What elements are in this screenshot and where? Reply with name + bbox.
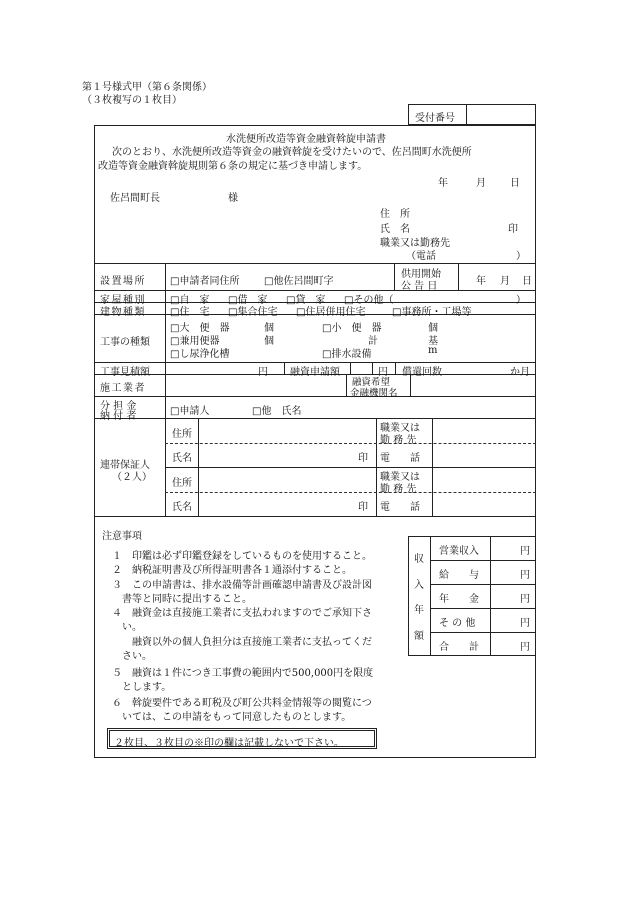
guarantor-1-address-label: 住所 [172, 429, 192, 440]
income-row-unit: 円 [520, 618, 530, 629]
date-year-label: 年 [438, 178, 448, 189]
note-line: ４ 融資金は直接施工業者に支払われますのでご承知下さ [112, 608, 372, 619]
boxed-note [107, 728, 377, 749]
service-start-label-1: 供用開始 [401, 269, 441, 280]
receipt-number-label: 受付番号 [415, 113, 455, 124]
work-item-urinal[interactable]: □小 便 器 [322, 323, 382, 334]
work-item-total: 計 [368, 336, 378, 347]
work-item-dual[interactable]: □兼用便器 [170, 336, 220, 347]
estimate-yen: 円 [258, 367, 268, 378]
guarantor-2-name-label: 氏名 [172, 502, 192, 513]
loan-amount-yen: 円 [378, 367, 388, 378]
house-type-other[interactable]: □その他（ [344, 295, 394, 306]
applicant-address-label: 住 所 [380, 209, 410, 220]
note-line: さい。 [112, 651, 152, 662]
guarantor-count: （２人） [112, 472, 152, 483]
income-row-unit: 円 [520, 594, 530, 605]
form-id: 第１号様式甲（第６条関係） [82, 82, 212, 93]
work-item-dual-unit: 個 [264, 336, 274, 347]
date-day-label: 日 [510, 178, 520, 189]
work-item-septic[interactable]: □し尿浄化槽 [170, 349, 230, 360]
guarantor-1-seal: 印 [358, 453, 368, 464]
applicant-phone-close: ） [516, 251, 526, 262]
guarantor-1-name-label: 氏名 [172, 453, 192, 464]
income-row-label: 給 与 [439, 570, 479, 581]
contractor-label: 施工業者 [100, 383, 146, 394]
income-side-label: 額 [414, 631, 424, 642]
building-type-house[interactable]: □住 宅 [170, 307, 210, 318]
income-side-label: 収 [414, 554, 424, 565]
service-date-month: 月 [500, 276, 510, 287]
guarantor-2-occupation-1: 職業又は [380, 472, 420, 483]
income-row-label: 営業収入 [439, 546, 479, 557]
work-item-drainage-unit: m [428, 345, 438, 356]
honorific: 様 [228, 193, 238, 204]
work-item-total-unit: 基 [428, 336, 438, 347]
applicant-seal: 印 [508, 224, 518, 235]
service-date-day: 日 [522, 276, 532, 287]
guarantor-2-phone-label: 電 話 [380, 502, 420, 513]
date-month-label: 月 [476, 178, 486, 189]
guarantor-1-occupation-2: 勤 務 先 [380, 435, 417, 446]
boxed-note-text: ２枚目、３枚目の※印の欄は記載しないで下さい。 [114, 738, 344, 749]
payer-label-2: 納 付 者 [100, 411, 137, 422]
bank-label-2: 金融機関名 [350, 388, 398, 399]
note-line: 融資以外の個人負担分は直接施工業者に支払ってくだ [112, 637, 372, 648]
note-line: １ 印鑑は必ず印鑑登録をしているものを使用すること。 [112, 551, 372, 562]
income-side-label: 入 [414, 580, 424, 591]
repayment-months: か月 [510, 367, 530, 378]
addressee: 佐呂間町長 [110, 193, 160, 204]
building-type-label: 建物種類 [100, 307, 146, 318]
notes-heading: 注意事項 [102, 531, 142, 542]
location-option-same-address[interactable]: □申請者同住所 [170, 276, 240, 287]
loan-amount-label: 融資申請額 [290, 367, 340, 378]
bank-label-1: 融資希望 [352, 377, 391, 388]
guarantor-2-occupation-2: 勤 務 先 [380, 484, 417, 495]
income-row-unit: 円 [520, 546, 530, 557]
building-type-office[interactable]: □事務所・工場等 [392, 307, 472, 318]
copy-note: （３枚複写の１枚目） [82, 95, 182, 106]
income-row-label: 合 計 [439, 642, 479, 653]
applicant-name-label: 氏 名 [380, 224, 410, 235]
note-line: ５ 融資は１件につき工事費の範囲内で500,000円を限度 [112, 668, 374, 679]
note-line: ２ 納税証明書及び所得証明書各１通添付すること。 [112, 565, 352, 576]
service-date-year: 年 [476, 276, 486, 287]
income-row-unit: 円 [520, 642, 530, 653]
work-item-toilet[interactable]: □大 便 器 [170, 323, 230, 334]
house-type-rented[interactable]: □借 家 [228, 295, 268, 306]
guarantor-2-address-label: 住所 [172, 478, 192, 489]
income-side-label: 年 [414, 605, 424, 616]
service-start-label-2: 公 告 日 [401, 281, 438, 292]
repayment-label: 償還回数 [402, 367, 442, 378]
house-type-lease[interactable]: □貸 家 [286, 295, 326, 306]
applicant-occupation-label: 職業又は勤務先 [380, 238, 450, 249]
building-type-mixed[interactable]: □住居併用住宅 [296, 307, 366, 318]
income-row-unit: 円 [520, 570, 530, 581]
house-type-label: 家屋種別 [100, 295, 146, 306]
note-line: ６ 斡旋要件である町税及び町公共料金情報等の閲覧につ [112, 698, 372, 709]
work-item-drainage[interactable]: □排水設備 [322, 349, 372, 360]
income-row-label: 年 金 [439, 594, 479, 605]
note-line: 書等と同時に提出すること。 [112, 594, 252, 605]
guarantor-2-seal: 印 [358, 502, 368, 513]
location-option-other[interactable]: □他佐呂間町字 [264, 276, 334, 287]
intro-line-2: 改造等資金融資斡旋規則第６条の規定に基づき申請します。 [98, 161, 368, 172]
note-line: とします。 [112, 682, 172, 693]
payer-option-other[interactable]: □他 氏名 [252, 406, 302, 417]
note-line: ３ この申請書は、排水設備等計画確認申請書及び設計図 [112, 580, 372, 591]
form-title: 水洗便所改造等資金融資斡旋申請書 [226, 134, 386, 145]
payer-label-1: 分 担 金 [100, 401, 137, 412]
guarantor-1-occupation-1: 職業又は [380, 423, 420, 434]
location-label: 設置場所 [100, 276, 146, 287]
note-line: いては、この申請をもって同意したものとします。 [112, 712, 352, 723]
work-item-toilet-unit: 個 [264, 323, 274, 334]
note-line: い。 [112, 622, 142, 633]
estimate-label: 工事見積額 [100, 367, 150, 378]
payer-option-applicant[interactable]: □申請人 [170, 406, 210, 417]
intro-line-1: 次のとおり、水洗便所改造等資金の融資斡旋を受けたいので、佐呂間町水洗便所 [112, 147, 472, 158]
house-type-other-close: ） [516, 295, 526, 306]
work-item-urinal-unit: 個 [428, 323, 438, 334]
building-type-apartment[interactable]: □集合住宅 [228, 307, 278, 318]
income-row-label: そ の 他 [439, 618, 476, 629]
house-type-own[interactable]: □自 家 [170, 295, 210, 306]
applicant-phone-label: （電話 [406, 251, 436, 262]
guarantor-1-phone-label: 電 話 [380, 453, 420, 464]
work-type-label: 工事の種類 [100, 337, 150, 348]
guarantor-label: 連帯保証人 [100, 460, 150, 471]
